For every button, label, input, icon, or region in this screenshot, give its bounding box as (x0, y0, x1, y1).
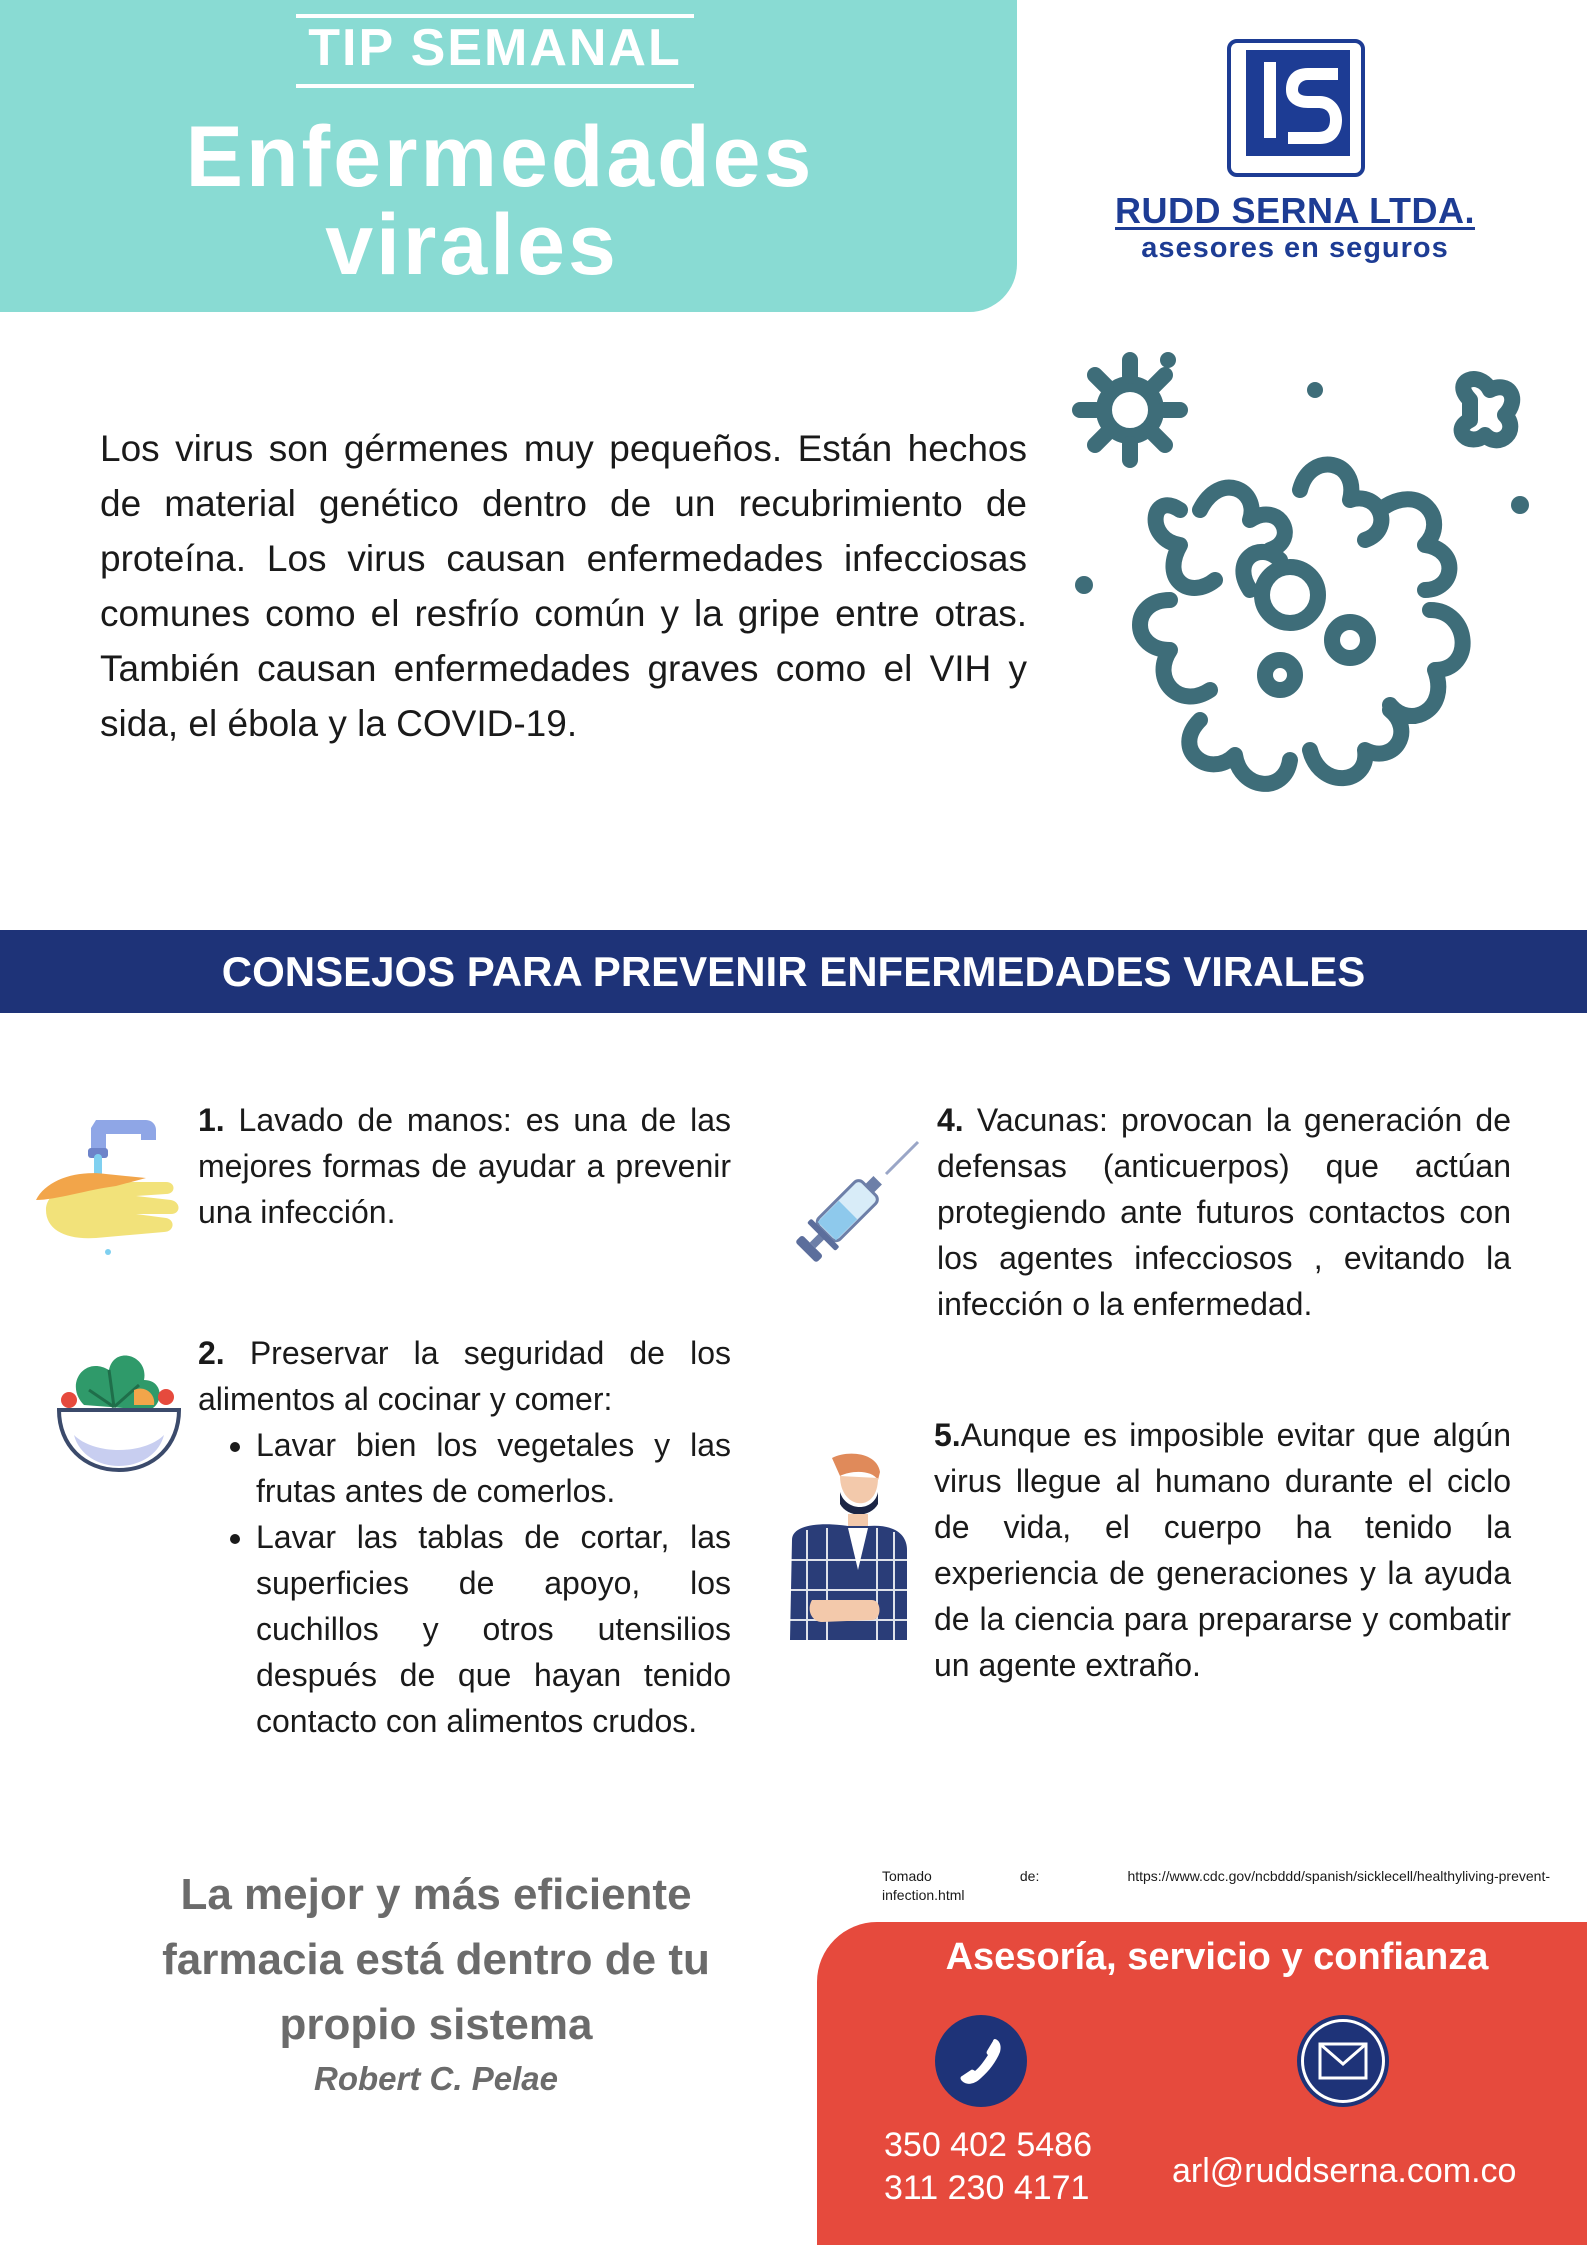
company-logo-icon (1226, 38, 1366, 178)
company-tagline: asesores en seguros (1141, 232, 1449, 264)
tip-2-bullet-1: • Lavar bien los vegetales y las frutas antes de comerlos. (256, 1422, 731, 1514)
page-title-line-2: virales (325, 197, 619, 293)
tip-1-text: Lavado de manos: es una de las mejores formas de ayudar a prevenir una infección. (198, 1102, 731, 1230)
page-title-line-1: Enfermedades (185, 109, 815, 205)
tip-2-bullet-list (198, 1422, 731, 1744)
phone-number-1[interactable]: 350 402 5486 (884, 2126, 1092, 2164)
source-line-1: Tomado de: https://www.cdc.gov/ncbddd/spanish/sicklecell/healthyliving-prevent- (882, 1868, 1550, 1884)
tip-5 (934, 1412, 1511, 1688)
tip-1 (198, 1097, 731, 1235)
kicker-label: TIP SEMANAL (308, 19, 682, 77)
intro-paragraph: Los virus son gérmenes muy pequeños. Están hechos de material genético dentro de un recubrimiento de proteína. Los virus causan enfermedades infecciosas comunes como el resfrío común y la gripe entre otras. También causan enfermedades graves como el VIH y sida, el ébola y la COVID-19. (100, 428, 1027, 744)
tip-4-text: Vacunas: provocan la generación de defensas (anticuerpos) que actúan protegiendo ante futuros contactos con los agentes infecciosos , evitando la infección o la enfermedad. (937, 1102, 1511, 1322)
tip-2-number: 2. (198, 1335, 225, 1371)
tips-banner-title: CONSEJOS PARA PREVENIR ENFERMEDADES VIRALES (221, 947, 1366, 995)
company-name: RUDD SERNA LTDA. (1115, 190, 1475, 231)
virus-icon (1050, 340, 1540, 840)
syringe-icon (778, 1140, 923, 1280)
tip-4-number: 4. (937, 1102, 964, 1138)
salad-bowl-icon (54, 1345, 184, 1480)
phone-button[interactable] (935, 2015, 1027, 2107)
tip-5-number: 5. (934, 1417, 961, 1453)
phone-number-2[interactable]: 311 230 4171 (884, 2169, 1090, 2207)
kicker-line-bottom (296, 84, 694, 88)
tip-2-bullet-2: • Lavar las tablas de cortar, las superficies de apoyo, los cuchillos y otros utensilios después de que hayan tenido contacto con alimentos crudos. (256, 1514, 731, 1744)
email-button[interactable] (1297, 2015, 1389, 2107)
tip-1-number: 1. (198, 1102, 225, 1138)
phone-icon (953, 2033, 1009, 2089)
contact-title: Asesoría, servicio y confianza (945, 1936, 1489, 1978)
source-line-2: infection.html (882, 1887, 965, 1903)
tip-5-text: Aunque es imposible evitar que algún virus llegue al humano durante el ciclo de vida, el cuerpo ha tenido la experiencia de generaciones y la ayuda de la ciencia para prepararse y combatir un agente extraño. (934, 1417, 1511, 1683)
email-address[interactable]: arl@ruddserna.com.co (1172, 2152, 1517, 2190)
quote-author: Robert C. Pelae (314, 2060, 558, 2097)
tip-2-text: Preservar la seguridad de los alimentos al cocinar y comer: (198, 1335, 731, 1417)
tip-4 (937, 1097, 1511, 1327)
quote-text: La mejor y más eficiente farmacia está dentro de tu propio sistema (162, 1870, 710, 2049)
masked-person-icon (782, 1450, 912, 1650)
tips-banner (0, 930, 1587, 1013)
handwash-icon (36, 1100, 186, 1260)
tip-2 (198, 1330, 731, 1744)
envelope-icon (1318, 2042, 1368, 2080)
email-icon-ring (1301, 2019, 1385, 2103)
